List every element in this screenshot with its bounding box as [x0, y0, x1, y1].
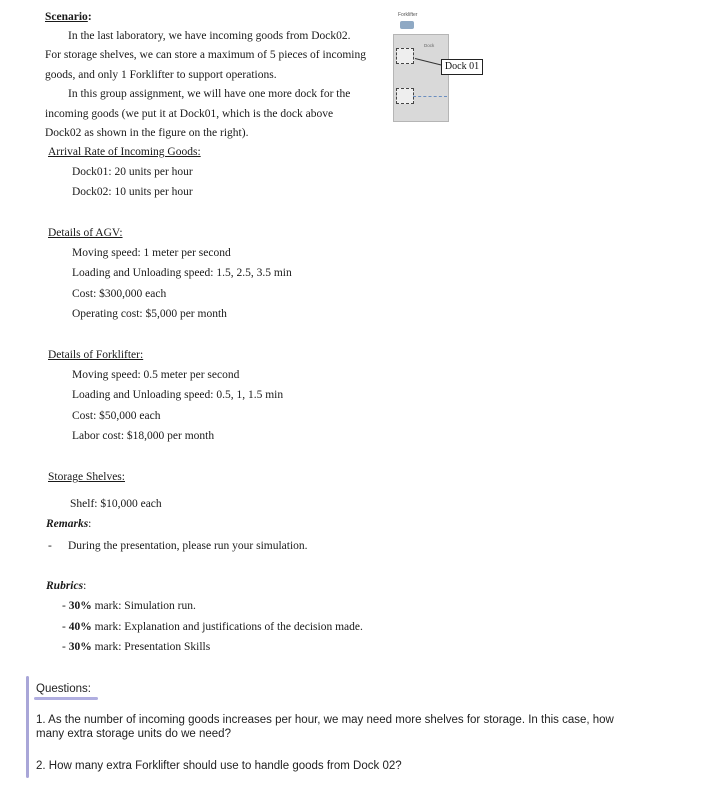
arrival-item: Dock01: 20 units per hour: [72, 166, 193, 178]
agv-item: Loading and Unloading speed: 1.5, 2.5, 3.5 min: [72, 267, 292, 279]
scenario-para2-line3: Dock02 as shown in the figure on the right).: [45, 127, 249, 139]
shelves-heading: Storage Shelves:: [48, 471, 125, 483]
arrival-item: Dock02: 10 units per hour: [72, 186, 193, 198]
rubric-item: - 30% mark: Simulation run.: [62, 600, 196, 612]
agv-item: Cost: $300,000 each: [72, 288, 167, 300]
remarks-item: During the presentation, please run your simulation.: [68, 540, 308, 552]
shelves-item: Shelf: $10,000 each: [70, 498, 162, 510]
scenario-heading: Scenario:: [45, 11, 92, 23]
rubric-item: - 30% mark: Presentation Skills: [62, 641, 211, 653]
remarks-bullet: -: [48, 540, 52, 552]
scenario-para1-line2: For storage shelves, we can store a maximum of 5 pieces of incoming: [45, 49, 366, 61]
question-1-line2: many extra storage units do we need?: [36, 728, 231, 740]
dock01-slot: [396, 48, 414, 64]
forklifter-icon: [400, 21, 414, 29]
agv-heading: Details of AGV:: [48, 227, 123, 239]
scenario-para2-line1: In this group assignment, we will have one more dock for the: [68, 88, 351, 100]
scenario-para1-line1: In the last laboratory, we have incoming goods from Dock02.: [68, 30, 351, 42]
forklifter-item: Labor cost: $18,000 per month: [72, 430, 215, 442]
scenario-para1-line3: goods, and only 1 Forklifter to support operations.: [45, 69, 277, 81]
forklifter-heading: Details of Forklifter:: [48, 349, 144, 361]
forklifter-item: Moving speed: 0.5 meter per second: [72, 369, 240, 381]
forklifter-item: Loading and Unloading speed: 0.5, 1, 1.5 min: [72, 389, 284, 401]
questions-heading: Questions:: [36, 683, 91, 695]
arrival-heading: Arrival Rate of Incoming Goods:: [48, 146, 201, 158]
agv-item: Moving speed: 1 meter per second: [72, 247, 231, 259]
dock-layout-figure: [393, 10, 485, 122]
rubric-item: - 40% mark: Explanation and justifications of the decision made.: [62, 621, 363, 633]
rubrics-heading: Rubrics:: [46, 580, 87, 592]
highlight-bar: [26, 676, 29, 778]
path-line: [413, 96, 447, 97]
agv-item: Operating cost: $5,000 per month: [72, 308, 227, 320]
dock02-slot: [396, 88, 414, 104]
forklifter-label: Forklifter: [398, 12, 418, 18]
question-2: 2. How many extra Forklifter should use to handle goods from Dock 02?: [36, 760, 402, 772]
heading-underline-mark: [34, 697, 98, 700]
question-1-line1: 1. As the number of incoming goods increases per hour, we may need more shelves for storage. In this case, how: [36, 714, 614, 726]
scenario-para2-line2: incoming goods (we put it at Dock01, which is the dock above: [45, 108, 334, 120]
remarks-heading: Remarks:: [46, 518, 92, 530]
forklifter-item: Cost: $50,000 each: [72, 410, 161, 422]
dock01-callout: Dock 01: [441, 59, 483, 75]
dock-label: Dock: [424, 43, 435, 48]
